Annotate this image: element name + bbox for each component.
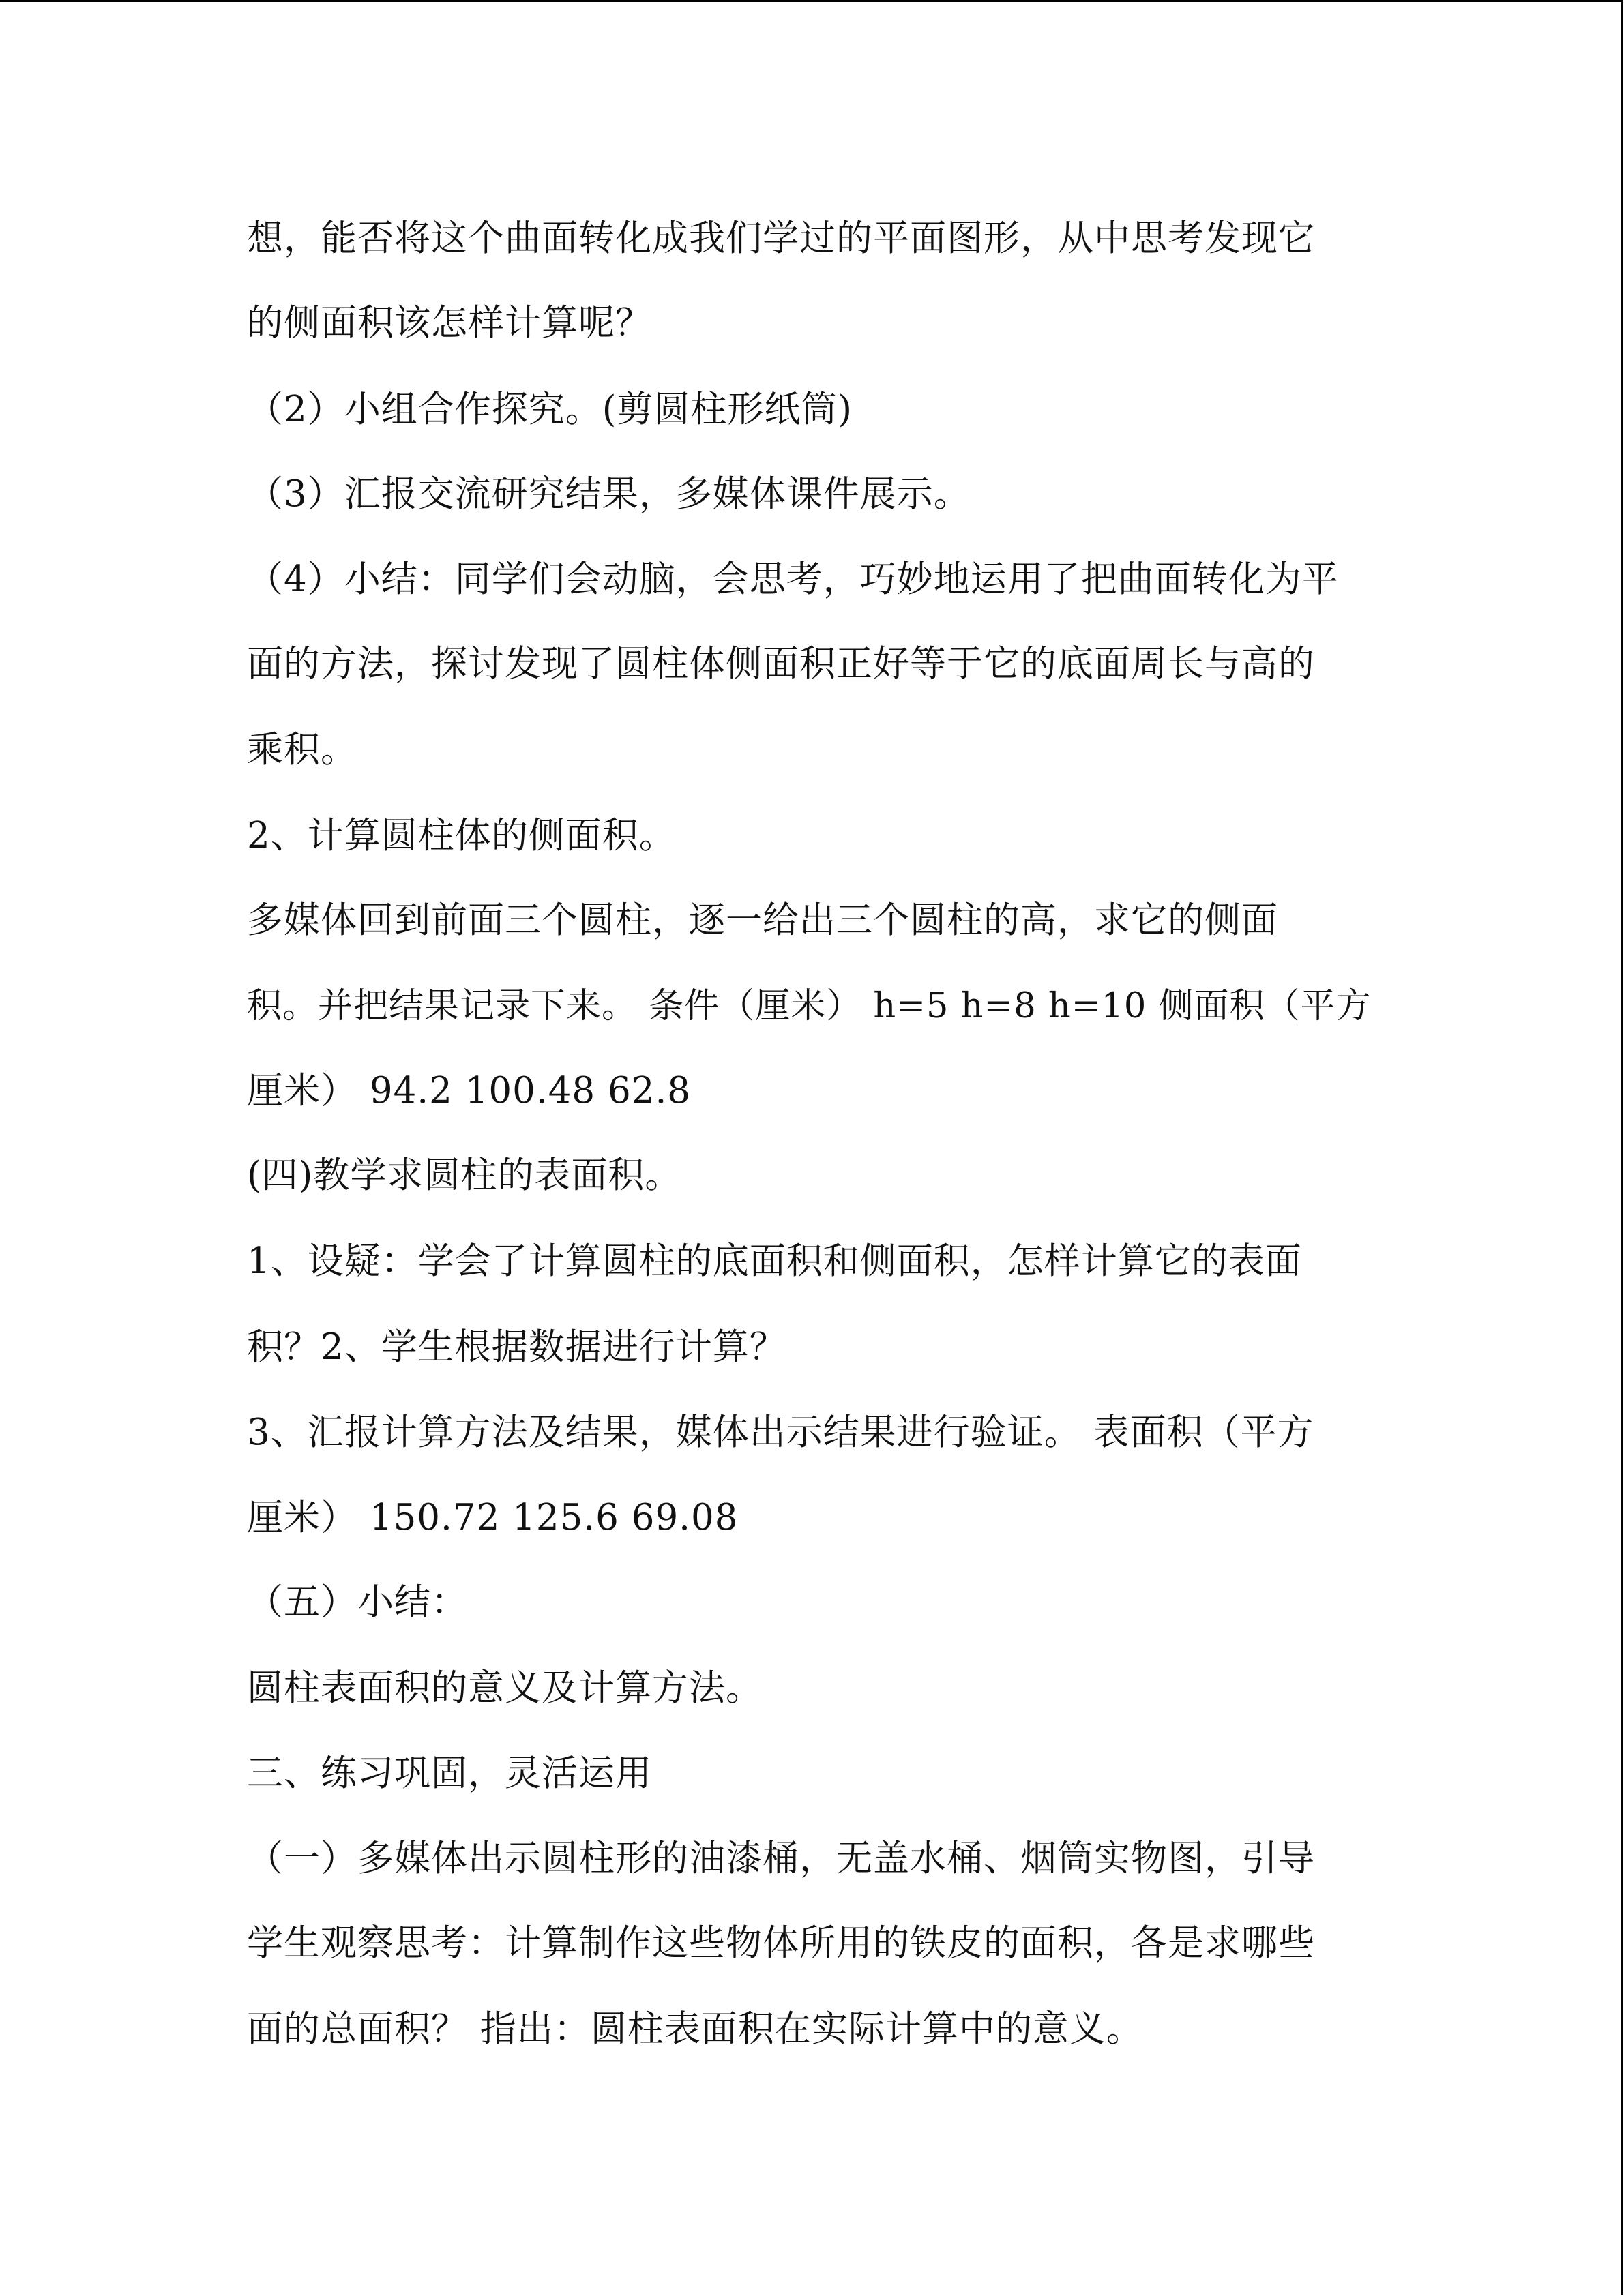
text-line: 的侧面积该怎样计算呢？: [247, 302, 652, 344]
text-line: （4）小结：同学们会动脑，会思考，巧妙地运用了把曲面转化为平: [247, 558, 1339, 600]
text-line: 厘米） 94.2 100.48 62.8: [247, 1070, 692, 1112]
text-line: 1、设疑：学会了计算圆柱的底面积和侧面积，怎样计算它的表面: [247, 1240, 1302, 1282]
text-line: 面的总面积？ 指出：圆柱表面积在实际计算中的意义。: [247, 2008, 1143, 2050]
text-line: 想，能否将这个曲面转化成我们学过的平面图形，从中思考发现它: [247, 218, 1315, 259]
text-line: 积。并把结果记录下来。 条件（厘米） h=5 h=8 h=10 侧面积（平方: [247, 986, 1372, 1026]
text-line: 积？2、学生根据数据进行计算？: [247, 1326, 786, 1368]
text-line: 2、计算圆柱体的侧面积。: [247, 815, 676, 856]
text-line: 厘米） 150.72 125.6 69.08: [247, 1497, 739, 1538]
text-line: （一）多媒体出示圆柱形的油漆桶，无盖水桶、烟筒实物图，引导: [247, 1838, 1315, 1879]
text-line: 面的方法，探讨发现了圆柱体侧面积正好等于它的底面周长与高的: [247, 643, 1315, 685]
text-line: 3、汇报计算方法及结果，媒体出示结果进行验证。 表面积（平方: [247, 1412, 1314, 1453]
section-heading: (四)教学求圆柱的表面积。: [247, 1154, 682, 1196]
text-line: （3）汇报交流研究结果，多媒体课件展示。: [247, 473, 971, 515]
section-heading: 三、练习巩固，灵活运用: [247, 1753, 652, 1794]
text-line: 圆柱表面积的意义及计算方法。: [247, 1667, 763, 1709]
text-line: 学生观察思考：计算制作这些物体所用的铁皮的面积，各是求哪些: [247, 1922, 1315, 1964]
text-line: 乘积。: [247, 729, 357, 771]
text-line: （2）小组合作探究。(剪圆柱形纸筒): [247, 389, 853, 430]
text-line: 多媒体回到前面三个圆柱，逐一给出三个圆柱的高，求它的侧面: [247, 899, 1278, 941]
section-heading: （五）小结：: [247, 1581, 468, 1623]
